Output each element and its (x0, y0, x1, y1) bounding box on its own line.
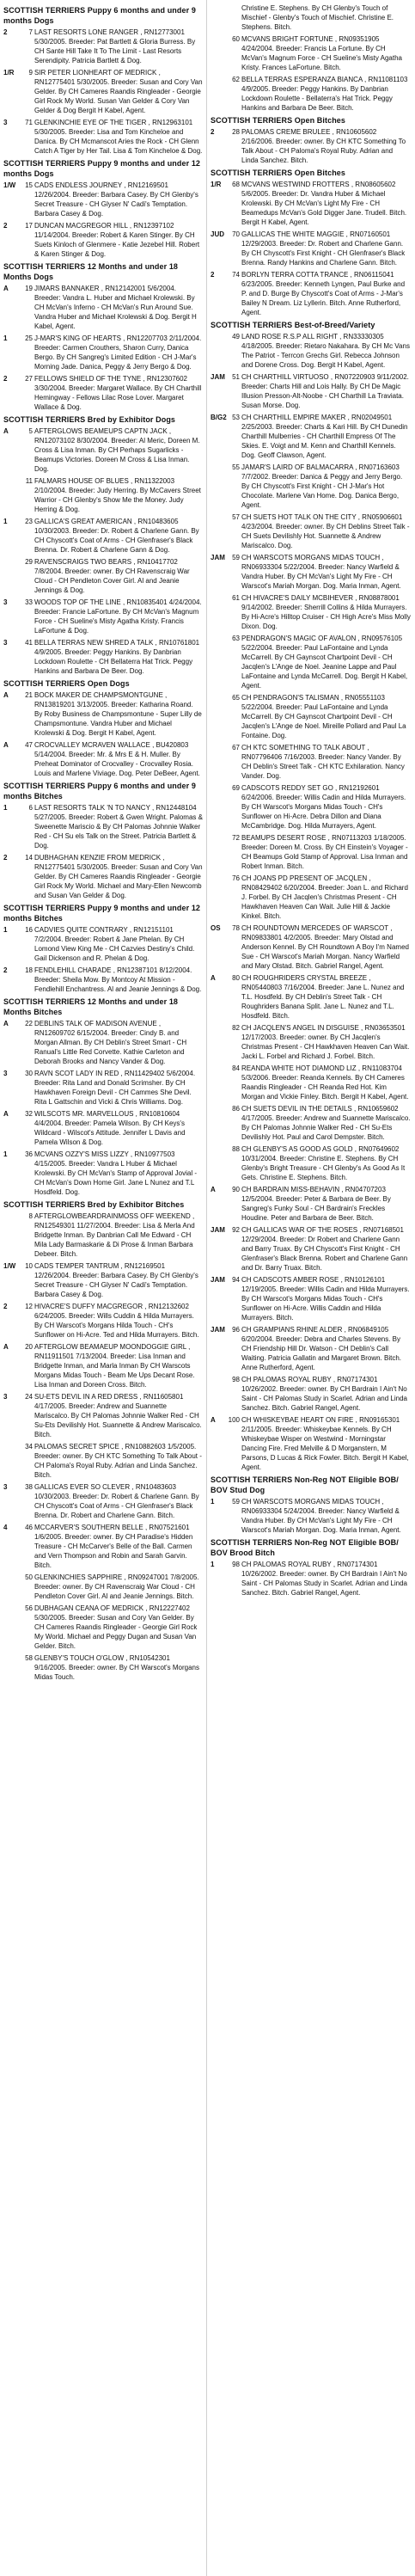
catalog-entry (3, 476, 203, 514)
catalog-entry (3, 1261, 203, 1299)
entry-text: BORLYN TERRA COTTA TRANCE , RN06115041 6/23/2005. Breeder: Kenneth Lyngen, Paul Burke and P. and D. Burge By Chyscott's Coat of Arms - J-Mar's Bailey N Dream. Liz Lyllerin. Bitch. Anne Rutherford, Agent. (241, 271, 406, 316)
entry-text: CADS TEMPER TANTRUM , RN12169501 12/26/2004. Breeder: Barbara Casey. By CH Glenby's Secret Treasure - CH Glyser N' Cadi's Temptation. Barbara Casey & Dog. (34, 1262, 198, 1298)
entry-number: 80 (232, 974, 240, 982)
entry-number: 74 (232, 271, 240, 279)
entry-award (211, 783, 224, 831)
entry-award: A (3, 427, 9, 435)
entry-number: 19 (25, 285, 33, 292)
section-heading: SCOTTISH TERRIERS Puppy 9 months and under 12 months Dogs (3, 159, 201, 178)
catalog-entry (211, 1023, 411, 1061)
entry-number: 82 (232, 1024, 240, 1032)
section-heading: SCOTTISH TERRIERS Non-Reg NOT Eligible BOB/ BOV Stud Dog (211, 1475, 399, 1494)
entry-text: FENDLEHILL CHARADE , RN12387101 8/12/2004. Breeder: Sheila Mow. By Montcoy At Mission - Fendlehill Enchantress. Al and Jeanie Jennings & Dog. (34, 966, 202, 993)
entry-number: 46 (25, 1524, 33, 1531)
catalog-entry (3, 68, 203, 115)
entry-text: WILSCOTS MR. MARVELLOUS , RN10810604 4/4/2004. Breeder: Pamela Wilson. By CH Keys's Wildcard - Wilscot's Attitude. Jennifer L Davis and Pamela Wilson & Dog. (34, 1110, 186, 1146)
entry-award: A (3, 285, 9, 292)
entry-award (211, 743, 224, 781)
entry-text: BELLA TERRAS NEW SHRED A TALK , RN10761801 4/9/2005. Breeder: Peggy Hankins. By Danbrian Lockdown Roulette - CH Bellaterra Hat Trick. Peggy Hankins and Barbara De Beer. Dog. (34, 639, 200, 675)
entry-award: JAM (211, 1326, 225, 1334)
entry-number: 71 (25, 119, 33, 126)
entry-number: 11 (25, 477, 33, 485)
entry-number: 34 (25, 1443, 33, 1451)
entry-text: CH HIVACRE'S DAILY MCBIHEVER , RN08878001 9/14/2002. Breeder: Sherrill Collins & Hilda Murrayers. By Hi-Acre's Hilltop Cruiser - CH High Acre's Miss Molly Dixon. Dog. (241, 594, 411, 630)
entry-number: 60 (232, 35, 240, 43)
entry-text: CH CHARTHILL EMPIRE MAKER , RN02049501 2/25/2003. Breeder: Charts & Kari Hill. By CH Dunedin Charthill Mulberries - CH Charthill Empress Of The Skies. E. Voigt and M. Kenn and Charthill Kennels. Dog. Geoff Clawson, Agent. (241, 414, 408, 459)
entry-number: 7 (28, 28, 33, 36)
catalog-entry (211, 75, 411, 113)
catalog-entry (211, 973, 411, 1021)
entry-award: 2 (3, 966, 8, 974)
entry-award: 3 (3, 598, 8, 606)
catalog-entry (211, 180, 411, 227)
entry-award (211, 75, 224, 113)
entry-award: A (211, 1186, 216, 1193)
entry-award: 1/W (3, 181, 16, 189)
catalog-entry (3, 1653, 203, 1682)
entry-number: 27 (25, 375, 33, 383)
entry-text: CH GLENBY'S AS GOOD AS GOLD , RN07649602 10/31/2004. Breeder: Christine E. Stephens. By CH Glenby's Bright Treasure - CH Glenby's As Good As It Gets. Christine E. Stephens. Bitch. (241, 1145, 406, 1181)
entry-number: 88 (232, 1145, 240, 1153)
entry-text: PENDRAGON'S MAGIC OF AVALON , RN09576105 5/22/2004. Breeder: Paul LaFontaine and Lynda McCarrell. By CH Gaynscot Chartpoint Devil - CH Jacqlen's L'Ange de Noel. Jeanine Lappe and Paul LaFontaine and Lynda McCarrell. Dog. Bergit H Kabel, Agent. (241, 635, 408, 690)
catalog-entry (3, 374, 203, 412)
entry-text: CH GRAMPIANS RHINE ALDER , RN06849105 6/20/2004. Breeder: Debra and Charles Stevens. By CH Friendship Hill Dr. Watson - CH Deblin's Call Waiting. Patricia Gallatin and Margaret Brown. Bitch. Anne Rutherford, Agent. (241, 1326, 402, 1371)
catalog-entry (3, 517, 203, 555)
catalog-entry (211, 413, 411, 460)
entry-award: 3 (3, 639, 8, 647)
entry-award (211, 593, 224, 631)
entry-text: CH ROUGHRIDERS CRYSTAL BREEZE , RN05440803 7/16/2004. Breeder: Jane L. Nunez and T.L. Hosdfeld. By CH Deblin's Street Talk - CH Roughriders Banana Split. Jane L. Nunez and T.L. Hosdfeld. Bitch. (241, 974, 405, 1020)
entry-text: GLENKINCHIES SAPPHIRE , RN09247001 7/8/2005. Breeder: owner. By CH Ravenscraig War Cloud - CH Pendleton Cover Girl. Al and Jeanie Jennings. Bitch. (34, 1573, 199, 1600)
entry-number: 57 (232, 513, 240, 521)
entry-text: LAST RESORTS TALK 'N TO NANCY , RN12448104 5/27/2005. Breeder: Robert & Gwen Wright. Palomas & Sweenette Mariscio & By CH Palomas Johnnie Walker Red - CH Su els Talk on the Street. Patricia Bartlett & Dog. (34, 804, 203, 849)
catalog-entry (3, 1604, 203, 1651)
section-heading: SCOTTISH TERRIERS Open Bitches (211, 116, 346, 125)
entry-text: MCVANS WESTWIND FROTTERS , RN08605602 5/6/2005. Breeder: Dr. Vandra Huber & Michael Krolewski. By CH McVan's Light My Fire - CH Beamedups McVan's Gold Digger Jane. Trudell. Bitch. Bergit H Kabel, Agent. (241, 181, 407, 226)
entry-number: 23 (25, 518, 33, 525)
right-column (207, 0, 414, 2576)
entry-award: 4 (3, 1524, 8, 1531)
entry-number: 68 (232, 181, 240, 188)
catalog-entry (3, 181, 203, 218)
entry-award (3, 1604, 17, 1651)
entry-award: 1/R (3, 69, 15, 77)
entry-number: 67 (232, 744, 240, 751)
entry-award (211, 1375, 224, 1413)
entry-text: CH WHISKEYBAE HEART ON FIRE , RN09165301 2/11/2005. Breeder: Whiskeybae Kennels. By CH Whiskeybae Wisper on Westwind - Morningstar Dancing Fire. Fred Melville & D Morganstern, M Parsons, D Lucas & Rick Fowler. Bitch. Bergit H Kabel, Agent. (241, 1416, 409, 1471)
entry-award: 2 (211, 271, 215, 279)
entry-number: 32 (25, 1110, 33, 1118)
catalog-entry (211, 593, 411, 631)
entry-award: JAM (211, 373, 225, 381)
entry-award: 2 (211, 128, 215, 136)
catalog-entry (3, 1442, 203, 1480)
entry-number: 10 (25, 1262, 33, 1270)
catalog-entry (3, 1482, 203, 1520)
entry-award: 1 (3, 334, 8, 342)
entry-text: CH PALOMAS ROYAL RUBY , RN07174301 10/26/2002. Breeder: owner. By CH Bardrain I Ain't No Saint - CH Palomas Study in Scarlet. Adrian and Linda Sanchez. Bitch. Gabriel Rangel, Agent. (241, 1376, 407, 1412)
entry-award: A (211, 974, 216, 982)
entry-number: 72 (232, 834, 240, 842)
entry-number: 20 (25, 1343, 33, 1351)
entry-award: 2 (3, 222, 8, 230)
catalog-entry (3, 598, 203, 635)
entry-number: 59 (232, 1498, 240, 1506)
entry-number: 94 (232, 1276, 240, 1284)
entry-award: 1 (211, 1498, 215, 1506)
entry-text: BEAMUPS DESERT ROSE , RN07113203 1/18/2005. Breeder: Doreen M. Cross. By CH Einstein's Voyager - CH Beamups Gold Stamp of Approval. Lisa Inman and Robert Inman. Bitch. (241, 834, 408, 870)
entry-text: MCVANS OZZY'S MISS LIZZY , RN10977503 4/15/2005. Breeder: Vandra L Huber & Michael Krolewski. By CH McVan's Stamp of Approval Jovial - CH McVan's Down Home Girl. Jane L Nunez and T.L Hosdfeld. Dog. (34, 1150, 197, 1196)
entry-number: 36 (25, 1150, 33, 1158)
entry-award (211, 1104, 224, 1142)
entry-number: 9 (28, 69, 33, 77)
entry-text: DUBHAGAN CEANA OF MEDRICK , RN12227402 5/30/2005. Breeder: Susan and Cory Van Gelder. By CH Cameres Raandis Ringleader - Georgie Girl Rock My World. Michael and Peggy Dugan and Susan Van Gelder. Bitch. (34, 1604, 198, 1650)
entry-text: CH PALOMAS ROYAL RUBY , RN07174301 10/26/2002. Breeder: owner. By CH Bardrain I Ain't No Saint - CH Palomas Study in Scarlet. Adrian and Linda Sanchez. Bitch. Gabriel Rangel, Agent. (241, 1561, 407, 1597)
entry-number: 69 (232, 784, 240, 792)
entry-award (3, 557, 17, 595)
catalog-entry (3, 638, 203, 676)
entry-number: 53 (232, 414, 240, 421)
catalog-entry (3, 1342, 203, 1389)
entry-award: 1 (3, 926, 8, 934)
entry-number: 59 (232, 554, 240, 561)
entry-number: 28 (232, 128, 240, 136)
entry-number: 33 (25, 598, 33, 606)
entry-text: AFTERGLOW BEAMAEUP MOONDOGGIE GIRL , RN11911501 7/13/2004. Breeder: Lisa Inman and Bridgette Inman, and Marla Inman By CH Warscots Morgans Midas Touch - Beam Me Ups Decant Rose. Lisa Inman and Doreen Cross. Bitch. (34, 1343, 195, 1389)
catalog-entry (3, 925, 203, 963)
catalog-entry (3, 690, 203, 738)
entry-text: CH BARDRAIN MISS-BEHAVIN , RN04707203 12/5/2004. Breeder: Peter & Barbara de Beer. By Sangreg's Funky Soul - CH Bardrain's Freckles Houdine. Peter and Barbara de Beer. Bitch. (241, 1186, 391, 1222)
catalog-entry (211, 230, 411, 267)
entry-award: A (211, 1416, 216, 1424)
entry-text: REANDA WHITE HOT DIAMOND LIZ , RN11083704 5/3/2006. Breeder: Reanda Kennels. By CH Cameres Raandis Ringleader - CH Reanda Red Hot. Kim Morgan and Vickie Finley. Bitch. Bergit H Kabel, Agent. (241, 1064, 409, 1101)
entry-text: CH SUETS DEVIL IN THE DETAILS , RN10659602 4/17/2005. Breeder: Andrew and Suannette Mariscalco. By CH Palomas Johnnie Walker Red - CH Su-Ets Devilishly Hot. Paul and Carol Dempster. Bitch. (241, 1105, 411, 1141)
catalog-entry (3, 1302, 203, 1340)
entry-number: 78 (232, 924, 240, 932)
entry-number: 6 (28, 804, 33, 812)
entry-number: 15 (25, 181, 33, 189)
catalog-entry (211, 1144, 411, 1182)
entry-number: 49 (232, 333, 240, 340)
catalog-entry (3, 803, 203, 850)
entry-award (3, 1211, 17, 1259)
entry-award (211, 1023, 224, 1061)
catalog-entry (211, 1064, 411, 1101)
entry-number: 63 (232, 635, 240, 642)
entry-award: 1 (3, 804, 8, 812)
entry-award: 1 (3, 518, 8, 525)
entry-award (211, 1064, 224, 1101)
catalog-entry (211, 34, 411, 72)
entry-text: AFTERGLOWS BEAMEUPS CAPTN JACK , RN12073102 8/30/2004. Breeder: Al Meric, Doreen M. Cross & Lisa Inman. By CH Perhaps Sugarlicks - Beamups Victories. Doreen M Cross & Lisa Inman. Dog. (34, 427, 200, 473)
entry-award: A (3, 741, 9, 749)
entry-number: 47 (25, 741, 33, 749)
entry-number: 76 (232, 874, 240, 882)
entry-award (3, 1573, 17, 1601)
catalog-entry (3, 1019, 203, 1066)
entry-number: 61 (232, 594, 240, 602)
entry-text: WOODS TOP OF THE LINE , RN10835401 4/24/2004. Breeder: Francie LaFortune. By CH McVan's Magnum Force - CH Sueline's Misty Agatha Kristy. Francis LaFortune & Dog. (34, 598, 202, 635)
entry-number: 41 (25, 639, 33, 647)
catalog-entry (211, 1560, 411, 1598)
entry-award: JAM (211, 554, 225, 561)
catalog-entry (211, 1325, 411, 1372)
entry-award: JAM (211, 1276, 225, 1284)
catalog-entry (3, 334, 203, 371)
catalog-entry (211, 1225, 411, 1273)
catalog-entry (3, 1069, 203, 1107)
entry-text: BOCK MAKER DE CHAMPSMONTGUNE , RN13819201 3/13/2005. Breeder: Katharina Roand. By Roby Business de Champsmontune - Super Lilly de Champsmontune. Vandra Huber and Michael Krolewski & Dog. Bergit H Kabel, Agent. (34, 691, 202, 737)
entry-number: 5 (28, 427, 33, 435)
entry-number: 96 (232, 1326, 240, 1334)
catalog-entry (3, 1573, 203, 1601)
entry-award: A (3, 691, 9, 699)
catalog-entry (211, 874, 411, 921)
section-heading: SCOTTISH TERRIERS Open Bitches (211, 169, 346, 177)
entry-text: FALMARS HOUSE OF BLUES , RN11322003 2/10/2004. Breeder: Judy Herring. By McCavers Street Warrior - CH Glenby's Show Me the Money. Judy Herring & Dog. (34, 477, 201, 513)
entry-text: AFTERGLOWBEARDRAINMOSS OFF WEEKEND , RN12549301 11/27/2004. Breeder: Lisa & Merla And Bridgette Inman. By Danbrian Call Me Edward - CH Mila Lady Barmaskarie & Di Prose & Inman Barbara Debeer. Bitch. (34, 1212, 195, 1258)
entry-number: 51 (232, 373, 240, 381)
section-heading: SCOTTISH TERRIERS 12 Months and under 18 Months Bitches (3, 997, 179, 1016)
section-heading: SCOTTISH TERRIERS Open Dogs (3, 679, 130, 688)
entry-number: 58 (25, 1654, 33, 1662)
entry-text: GALLICA'S GREAT AMERICAN , RN10483605 10/30/2003. Breeder: Dr. Robert & Charlene Gann. By CH Chyscott's Coat of Arms - CH Glenfraser's Black Brenna. Dr. Robert & Charlene Gann & Dog. (34, 518, 199, 554)
entry-award: 1/R (211, 181, 222, 188)
entry-text: GLENKINCHIE EYE OF THE TIGER , RN12963101 5/30/2005. Breeder: Lisa and Tom Kincheloe and Danica. By CH Mcmanscot Aries the Rock - CH Glenn Catch A Tiger by Her Tail. Lisa & Tom Kincheloe & Dog. (34, 119, 203, 155)
entry-number: 98 (232, 1376, 240, 1383)
entry-text: CADS ENDLESS JOURNEY , RN12169501 12/26/2004. Breeder: Barbara Casey. By CH Glenby's Secret Treasure - CH Glyser N' Cadi's Temptation. Barbara Casey & Dog. (34, 181, 198, 218)
entry-text: CH JOANS PD PRESENT OF JACQLEN , RN08429402 6/20/2004. Breeder: Joan L. and Richard J. Forbel. By CH Jacqlen's Christmas Present - CH Hawkhaven Heaven Can Wait. Julie Hill & Jackie Kinkel. Bitch. (241, 874, 408, 920)
entry-text: DUNCAN MACGREGOR HILL , RN12397102 11/14/2004. Breeder: Robert & Karen Stinger. By CH Suets Kinloch of Glenmere - Katie Jezebel Hill. Robert & Karen Stinger & Dog. (34, 222, 200, 258)
catalog-entry (211, 1104, 411, 1142)
catalog-entry (211, 372, 411, 410)
section-heading: SCOTTISH TERRIERS Best-of-Breed/Variety (211, 321, 375, 329)
entry-text: RAVENSCRAIGS TWO BEARS , RN10417702 7/8/2004. Breeder: owner. By CH Ravenscraig War Cloud - CH Pendleton Cover Girl. Al and Jeanie Jennings & Dog. (34, 558, 190, 594)
entry-number: 90 (232, 1186, 240, 1193)
entry-number: 56 (25, 1604, 33, 1612)
entry-award: 2 (3, 1303, 8, 1310)
entry-number: 8 (28, 1212, 33, 1220)
entry-number: 25 (25, 334, 33, 342)
entry-award (211, 693, 224, 740)
entry-number: 24 (25, 1393, 33, 1401)
catalog-entry (211, 127, 411, 165)
catalog-entry (211, 463, 411, 510)
entry-number: 30 (25, 1070, 33, 1077)
section-heading: SCOTTISH TERRIERS Puppy 6 months and under 9 months Dogs (3, 6, 196, 25)
entry-text: GALLICAS EVER SO CLEVER , RN10483603 10/30/2003. Breeder: Dr. Robert & Charlene Gann. By CH Chyscott's Coat of Arms - CH Glenfraser's Black Brenna. Dr. Robert and Charlene Gann. Bitch. (34, 1483, 199, 1519)
entry-award: 3 (3, 1070, 8, 1077)
section-heading: SCOTTISH TERRIERS Puppy 9 months and under 12 months Bitches (3, 904, 201, 923)
catalog-entry (3, 1109, 203, 1147)
catalog-entry (211, 270, 411, 317)
entry-text: JIMARS BANNAKER , RN12142001 5/6/2004. Breeder: Vandra L. Huber and Michael Krolewski. By CH McVan's Inferno - CH McVan's Run Around Sue. Vandra Huber and Michael Krolewski & Dog. Bergit H Kabel, Agent. (34, 285, 197, 330)
entry-number: 70 (232, 230, 240, 238)
entry-number: 98 (232, 1561, 240, 1568)
entry-text: SIR PETER LIONHEART OF MEDRICK , RN12775401 5/30/2005. Breeder: Susan and Cory Van Gelder. By CH Cameres Raandis Ringleader - Georgie Girl Rock My World. Susan Van Gelder & Cory Van Gelder & Dog Bergit H Kabel, Agent. (34, 69, 203, 114)
entry-text: JAMAR'S LAIRD OF BALMACARRA , RN07163603 7/7/2002. Breeder: Danica & Peggy and Jerry Bergo. By CH Chyscott's First Knight - CH J-Mar's Hot Chocolate. Marlene Van Home. Dog. Danica Bergo, Agent. (241, 463, 403, 509)
catalog-entry (3, 28, 203, 65)
catalog-entry (3, 1150, 203, 1197)
entry-number: 14 (25, 854, 33, 862)
catalog-entry (211, 1275, 411, 1322)
entry-number: 38 (25, 1483, 33, 1491)
entry-award: OS (211, 924, 221, 932)
catalog-entry (211, 332, 411, 370)
entry-text: MCVANS BRIGHT FORTUNE , RN09351905 4/24/2004. Breeder: Francis La Fortune. By CH McVan's Magnum Force - CH Sueline's Misty Agatha Kristy. Frances LaFortune. Bitch. (241, 35, 402, 71)
entry-award: 2 (3, 854, 8, 862)
entry-award (3, 1653, 17, 1682)
entry-award: 2 (3, 28, 8, 36)
entry-number: 84 (232, 1064, 240, 1072)
catalog-entry (211, 833, 411, 871)
entry-text: SU-ETS DEVIL IN A RED DRESS , RN11605801 4/17/2005. Breeder: Andrew and Suannette Mariscalco. By CH Palomas Johnnie Walker Red - CH Su-Ets Devilishly Hot. Suannette & Andrew Mariscalco. Bitch. (34, 1393, 202, 1438)
entry-text: PALOMAS CREME BRULEE , RN10605602 2/16/2006. Breeder: owner. By CH KTC Something To Talk About - CH Paloma's Royal Ruby. Adrian and Linda Sanchez. Bitch. (241, 128, 406, 164)
entry-text: CADSCOTS REDDY SET GO , RN12192601 6/24/2006. Breeder: Willis Cadin and Hilda Murrayers. By CH Warscot's Morgans Midas Touch - CH's Sunflower on Hi-Acre. Debra Dillon and Diana McCambridge. Dog. Hilda Murrayers, Agent. (241, 784, 406, 830)
entry-text: CH SUETS HOT TALK ON THE CITY , RN05906601 4/23/2004. Breeder: owner. By CH Deblins Street Talk - CH Suets Devilishly Hot. Suannette & Andrew Mariscalco. Dog. (241, 513, 410, 549)
entry-number: 29 (25, 558, 33, 566)
entry-text: CH CHARTHILL VIRTUOSO , RN07220903 9/11/2002. Breeder: Charts Hill and Lois Hally. By CH De Magic Illusion Presson-Alt-Noobe - CH Charthill La Traviata. Susan Morse. Dog. (241, 373, 409, 409)
left-column (0, 0, 207, 2576)
catalog-entry (211, 3, 411, 32)
entry-number: 18 (25, 966, 33, 974)
entry-award (211, 634, 224, 690)
entry-text: BELLA TERRAS ESPERANZA BIANCA , RN11081103 4/9/2005. Breeder: Peggy Hankins. By Danbrian Lockdown Roulette - Bellaterra's Hat Trick. Peggy Hankins and Barbara De Beer. Bitch. (241, 76, 408, 112)
catalog-entry (211, 1415, 411, 1472)
entry-number: 12 (25, 1303, 33, 1310)
catalog-entry (3, 557, 203, 595)
entry-number: 65 (232, 694, 240, 702)
entry-text: CH JACQLEN'S ANGEL IN DISGUISE , RN03653501 12/17/2003. Breeder: owner. By CH Jacqlen's Christmas Present - CH Hawkhaven Heaven Can Wait. Jacki L. Forbel and Richard J. Forbel. Bitch. (241, 1024, 410, 1060)
entry-text: CH PENDRAGON'S TALISMAN , RN05551103 5/22/2004. Breeder: Paul LaFontaine and Lynda McCarrell. By CH Gaynscot Chartpoint Devil - CH Jacqlen's L'Ange de Noel. Mireille Pollard and Paul La Fontaine. Dog. (241, 694, 406, 739)
entry-award (211, 3, 224, 32)
section-heading: SCOTTISH TERRIERS Bred by Exhibitor Bitches (3, 1200, 185, 1209)
catalog-entry (211, 1375, 411, 1413)
catalog-entry (211, 693, 411, 740)
entry-text: GLENBY'S TOUCH O'GLOW , RN10542301 9/16/2005. Breeder: owner. By CH Warscot's Morgans Midas Touch. (34, 1654, 199, 1681)
catalog-entry (211, 1497, 411, 1535)
entry-text: DUBHAGHAN KENZIE FROM MEDRICK , RN12775401 5/30/2005. Breeder: Susan and Cory Van Gelder. By CH Cameres Raandis Ringleader - Georgie Girl Rock My World. Michael and Mary-Ellen Newcomb and Susan Van Gelder & Dog. (34, 854, 203, 899)
entry-award: 3 (3, 119, 8, 126)
entry-text: CH KTC SOMETHING TO TALK ABOUT , RN07796406 7/16/2003. Breeder: Nancy Vander. By CH Deblin's Street Talk - CH KTC Exhilaration. Nancy Vander. Dog. (241, 744, 405, 780)
entry-award (211, 1144, 224, 1182)
catalog-entry (3, 966, 203, 994)
entry-number: 50 (25, 1573, 33, 1581)
entry-number: 62 (232, 76, 240, 83)
entry-number: 92 (232, 1226, 240, 1234)
entry-award: JUD (211, 230, 225, 238)
catalog-entry (3, 221, 203, 259)
section-heading: SCOTTISH TERRIERS Non-Reg NOT Eligible BOB/ BOV Brood Bitch (211, 1538, 399, 1557)
entry-text: CH GALLICAS WAR OF THE ROSES , RN07168501 12/29/2004. Breeder: Dr Robert and Charlene Gann and Barry Truax. By CH Chyscott's First Knight - CH Glenfraser's Black Brenna. Robert and Charlene Gann and Dr. Barry Truax. Bitch. (241, 1226, 408, 1272)
catalog-entry (211, 923, 411, 971)
catalog-entry (3, 284, 203, 331)
entry-award: A (3, 1110, 9, 1118)
entry-text: CH WARSCOTS MORGANS MIDAS TOUCH , RN06933304 5/24/2004. Breeder: Nancy Warfield & Vandra Huber. By CH McVan's Light My Fire - CH Warscot's Mariah Morgan. Dog. Maria Inman, Agent. (241, 1498, 401, 1534)
entry-text: PALOMAS SECRET SPICE , RN10882603 1/5/2005. Breeder: owner. By CH KTC Something To Talk About - CH Paloma's Royal Ruby. Adrian and Linda Sanchez. Bitch. (34, 1443, 202, 1479)
entry-award (211, 332, 224, 370)
entry-award: JAM (211, 1226, 225, 1234)
catalog-entry (3, 740, 203, 778)
entry-text: CH WARSCOTS MORGANS MIDAS TOUCH , RN06933304 5/22/2004. Breeder: Nancy Warfield & Vandra Huber. By CH McVan's Light My Fire - CH Warscot's Mariah Morgan. Dog. Maria Inman, Agent. (241, 554, 401, 590)
entry-text: HIVACRE'S DUFFY MACGREGOR , RN12132602 6/24/2005. Breeder: Wills Cuddin & Hilda Murrayers. By CH Warscot's Morgans Hilda Touch - CH's Sunflower on Hi-Acre. Ted and Hilda Murrayers. Bitch. (34, 1303, 199, 1339)
catalog-entry (3, 118, 203, 156)
entry-award: 1 (211, 1561, 215, 1568)
entry-text: GALLICAS THE WHITE MAGGIE , RN07160501 12/29/2003. Breeder: Dr. Robert and Charlene Gann. By CH Chyscott's First Knight - CH Glenfraser's Black Brenna. Randy Hankins and Charlene Gann. Bitch. (241, 230, 406, 267)
entry-text: J-MAR'S KING OF HEARTS , RN12207703 2/11/2004. Breeder: Carmen Crouthers, Sharon Curry, Danica Bergo. By CH Sangreg's Limited Edition - CH J-Mar's Morning Jade. Danica, Peggy & Jerry Bergo & Dog. (34, 334, 202, 371)
entry-award (3, 1442, 17, 1480)
entry-award: B/G2 (211, 414, 227, 421)
entry-number: 22 (25, 1020, 33, 1027)
entry-award (211, 833, 224, 871)
entry-text: CH CADSCOTS AMBER ROSE , RN10126101 12/19/2005. Breeder: Willis Cadin and Hilda Murrayers. By CH Warscot's Morgans Midas Touch - CH's Sunflower on Hi-Acre. Willis Caddin and Hilda Murrayers. Bitch. (241, 1276, 410, 1322)
entry-award: 1/W (3, 1262, 16, 1270)
entry-number: 21 (25, 691, 33, 699)
entry-award: 3 (3, 1393, 8, 1401)
entry-award: 1 (3, 1150, 8, 1158)
entry-number: 16 (25, 926, 33, 934)
entry-number: 100 (228, 1416, 240, 1424)
entry-text: MCCARVER'S SOUTHERN BELLE , RN07521601 1/6/2005. Breeder: owner. By CH Paradise's Hidden Treasure - CH McCarver's Belle of the Ball. Carmen and Vern Thompson and Robin and Sarah Garvin. Bitch. (34, 1524, 193, 1569)
entry-award: 3 (3, 1483, 8, 1491)
section-heading: SCOTTISH TERRIERS 12 Months and under 18 Months Dogs (3, 262, 179, 281)
entry-award: A (3, 1343, 9, 1351)
entry-number (226, 3, 240, 32)
catalog-entry (211, 512, 411, 550)
entry-text: FELLOWS SHIELD OF THE TYNE , RN12307602 3/30/2004. Breeder: Margaret Wallace. By CH Charthill Hemingway - Fellows Lilac Rose Lover. Margaret Wallace & Dog. (34, 375, 202, 411)
entry-award (211, 34, 224, 72)
entry-text: Christine E. Stephens. By CH Glenby's Touch of Mischief - Glenby's Touch of Mischief. Christine E. Stephens. Bitch. (241, 4, 394, 31)
catalog-entry (3, 1211, 203, 1259)
section-heading: SCOTTISH TERRIERS Bred by Exhibitor Dogs (3, 415, 176, 424)
entry-award (211, 463, 224, 510)
entry-award (211, 874, 224, 921)
entry-award: A (3, 1020, 9, 1027)
entry-text: CH ROUNDTOWN MERCEDES OF WARSCOT , RN09833801 4/2/2005. Breeder: Mary Olstad and Anderson Kennel. By CH Roundtown A Boy I'm Named Sue - CH Warscot's Mariah Morgan. Nancy Warfield and Mary Olstad. Bitch. Gabriel Rangel, Agent. (241, 924, 409, 970)
entry-award: 2 (3, 375, 8, 383)
catalog-entry (211, 1185, 411, 1223)
entry-award (211, 512, 224, 550)
entry-text: DEBLINS TALK OF MADISON AVENUE , RN12609702 6/15/2004. Breeder: Cindy B. and Morgan Allman. By CH Deblin's Street Smart - CH Ranual's Little Red Corvette. Kathie Carleton and Deborah Brooks and Nancy Vander & Dog. (34, 1020, 187, 1065)
catalog-entry (3, 853, 203, 900)
catalog-entry (3, 426, 203, 474)
entry-number: 86 (232, 1105, 240, 1113)
entry-text: LAND ROSE R.S.P ALL RIGHT , RN33330305 4/18/2005. Breeder: Rietaro Nakahara. By CH Mc Vans The Patriot - Terrcon Grechs Girl. Rebecca Johnson and Dorene Cross. Dog. Bergit H Kabel, Agent. (241, 333, 410, 369)
entry-text: LAST RESORTS LONE RANGER , RN12773001 5/30/2005. Breeder: Pat Bartlett & Gloria Burress. By CH Sante Hill Take It To The Limit - Last Resorts Serendipity. Patricia Bartlett & Dog. (34, 28, 196, 64)
entry-award (3, 476, 17, 514)
entry-number: 55 (232, 463, 240, 471)
entry-number: 17 (25, 222, 33, 230)
catalog-entry (211, 634, 411, 690)
entry-text: RAVN SCOT LADY IN RED , RN11429402 5/6/2004. Breeder: Rita Land and Donald Scrimsher. By CH Hawkhaven Foreign Devil - CH Cammes She Devil. Rita L Gattschin and Vicki & Chris Williams. Dog. (34, 1070, 196, 1106)
entry-text: CROCVALLEY MCRAVEN WALLACE , BU420803 5/14/2004. Breeder: Mr. & Mrs E & H. Muller. By Preheat Dominator of Crocvalley - Crocvalley Rosia. Louis and Marlene Viviage. Dog. Peter DeBeer, Agent. (34, 741, 200, 777)
entry-text: CADVIES QUITE CONTRARY , RN12151101 7/2/2004. Breeder: Robert & Jane Phelan. By CH Lomond View King Me - CH Cazvies Destiny's Child. Gail Dickenson and R. Phelan & Dog. (34, 926, 195, 962)
catalog-entry (211, 553, 411, 591)
section-heading: SCOTTISH TERRIERS Puppy 6 months and under 9 months Bitches (3, 782, 196, 800)
catalog-entry (211, 743, 411, 781)
catalog-entry (211, 783, 411, 831)
catalog-entry (3, 1523, 203, 1570)
catalog-entry (3, 1392, 203, 1439)
